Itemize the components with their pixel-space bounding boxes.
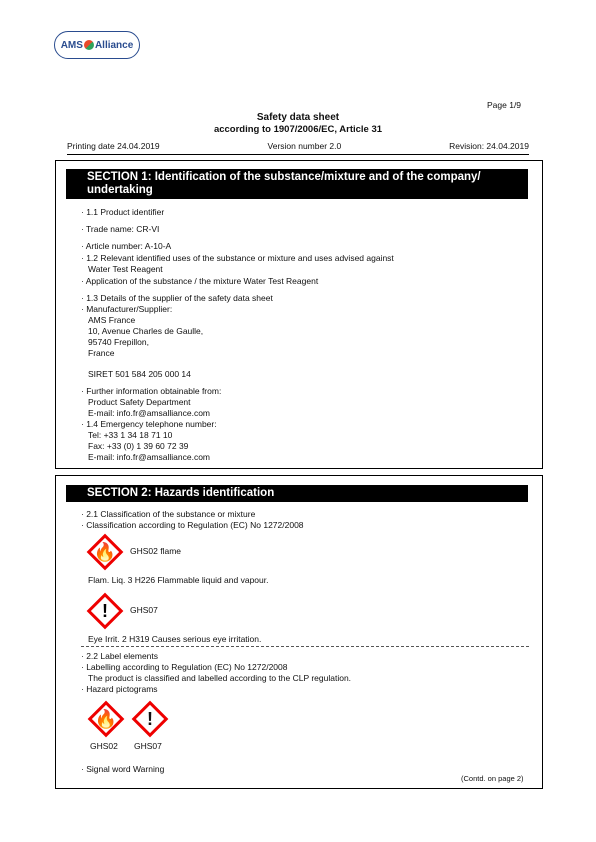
section-1-box (55, 160, 543, 469)
fax: Fax: +33 (0) 1 39 60 72 39 (88, 441, 189, 451)
section-2-heading: SECTION 2: Hazards identification (66, 485, 528, 502)
s2-line: · 2.1 Classification of the substance or mixture (81, 509, 256, 519)
s1-line: · 1.4 Emergency telephone number: (81, 419, 217, 429)
s1-line: Water Test Reagent (88, 264, 163, 274)
s1-line: 95740 Frepillon, (88, 337, 149, 347)
s1-line: · Trade name: CR-VI (81, 224, 160, 234)
email-link[interactable]: E-mail: info.fr@amsalliance.com (88, 408, 210, 418)
s1-line: · 1.2 Relevant identified uses of the substance or mixture and uses advised against (81, 253, 394, 263)
info-line (67, 141, 529, 155)
email-link[interactable]: E-mail: info.fr@amsalliance.com (88, 452, 210, 462)
s1-line: 10, Avenue Charles de Gaulle, (88, 326, 204, 336)
s2-line: Eye Irrit. 2 H319 Causes serious eye irritation. (88, 634, 262, 644)
s1-line: · 1.3 Details of the supplier of the safety data sheet (81, 293, 273, 303)
logo-text: AMS (60, 39, 83, 51)
page-number: Page 1/9 (487, 100, 522, 110)
s2-line: · Classification according to Regulation (EC) No 1272/2008 (81, 520, 304, 530)
s2-line: · Hazard pictograms (81, 684, 158, 694)
continued-note: (Contd. on page 2) (461, 774, 524, 783)
section-2-box (55, 475, 543, 789)
s2-line: The product is classified and labelled according to the CLP regulation. (88, 673, 352, 683)
signal-word: · Signal word Warning (81, 764, 165, 774)
ghs02-label: GHS02 flame (130, 546, 182, 556)
pictogram-label: GHS02 (90, 741, 118, 751)
pictogram-label: GHS07 (134, 741, 162, 751)
exclamation-glyph-icon: ! (147, 708, 153, 729)
version-number: Version number 2.0 (267, 141, 342, 151)
s2-line: · 2.2 Label elements (81, 651, 159, 661)
phone: Tel: +33 1 34 18 71 10 (88, 430, 173, 440)
siret: SIRET 501 584 205 000 14 (88, 369, 191, 379)
ghs07-label: GHS07 (130, 605, 158, 615)
s1-line: Product Safety Department (88, 397, 191, 407)
s1-line: · Application of the substance / the mixture Water Test Reagent (81, 276, 319, 286)
logo-text-2: Alliance (94, 39, 134, 51)
exclamation-glyph-icon: ! (102, 600, 108, 621)
s1-line: AMS France (88, 315, 136, 325)
document-subtitle: according to 1907/2006/EC, Article 31 (213, 124, 383, 135)
ams-alliance-logo (54, 31, 140, 59)
s1-line: · Article number: A-10-A (81, 241, 172, 251)
flame-glyph-icon: 🔥 (94, 708, 118, 729)
s1-line: · Further information obtainable from: (81, 386, 222, 396)
revision-date: Revision: 24.04.2019 (449, 141, 529, 151)
s1-line: · Manufacturer/Supplier: (81, 304, 173, 314)
logo-dot-icon (84, 40, 94, 50)
s2-line: Flam. Liq. 3 H226 Flammable liquid and vapour. (88, 575, 269, 585)
printing-date: Printing date 24.04.2019 (67, 141, 160, 151)
document-title: Safety data sheet (256, 112, 340, 123)
flame-glyph-icon: 🔥 (93, 541, 117, 562)
divider (81, 646, 529, 647)
s1-line: France (88, 348, 115, 358)
s2-line: · Labelling according to Regulation (EC) No 1272/2008 (81, 662, 288, 672)
s1-line: · 1.1 Product identifier (81, 207, 165, 217)
section-1-heading: SECTION 1: Identification of the substance/mixture and of the company/ undertaking (66, 169, 528, 199)
